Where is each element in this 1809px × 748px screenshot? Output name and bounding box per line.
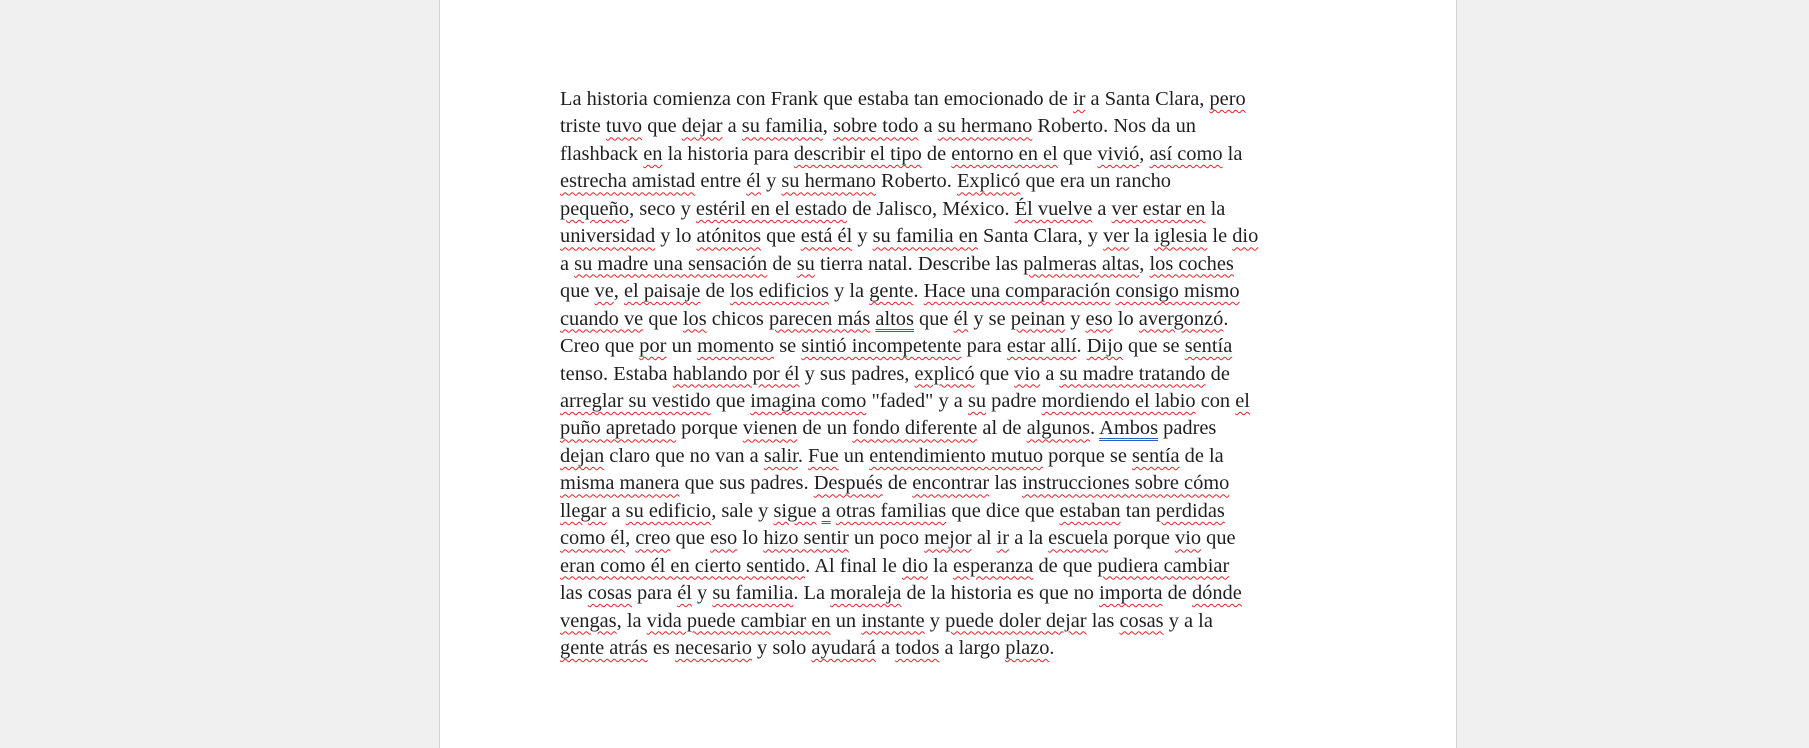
text-run: de que (1033, 554, 1098, 577)
text-run: que (710, 389, 751, 412)
text-run: de (700, 280, 730, 303)
text-run: y sus padres, (799, 362, 915, 385)
paragraph-line (560, 470, 1350, 497)
text-run: Santa Clara, y (977, 225, 1104, 248)
text-run: es (647, 637, 675, 660)
text-run: , (613, 280, 624, 303)
text-run: un poco (848, 527, 925, 550)
paragraph-line (560, 580, 1350, 607)
spelling-flagged-word: necesario (674, 637, 752, 660)
spelling-flagged-word: dio (1232, 225, 1259, 248)
spelling-flagged-word: instante (861, 609, 925, 632)
spelling-flagged-word: instrucciones sobre cómo (1022, 472, 1230, 495)
text-run: de (1205, 362, 1230, 385)
text-run: entre (695, 170, 747, 193)
paragraph-line (560, 608, 1350, 635)
text-run: a la (1009, 527, 1049, 550)
text-run: a (875, 637, 896, 660)
spelling-flagged-word: puede doler dejar (945, 609, 1087, 632)
spelling-flagged-word: palmeras altas (1023, 252, 1140, 275)
text-run: y (924, 609, 946, 632)
spelling-flagged-word: cosas (1119, 609, 1164, 632)
text-run: se (774, 335, 802, 358)
spelling-flagged-word: vengas (560, 609, 617, 632)
text-run: de (882, 472, 913, 495)
text-run: chicos (706, 307, 769, 330)
text-run: , la (616, 609, 647, 632)
spelling-flagged-word: llegar (560, 499, 607, 522)
text-run: a (1040, 362, 1060, 385)
spelling-flagged-word: avergonzó (1138, 307, 1224, 330)
spelling-flagged-word: otras familias (835, 499, 947, 522)
spelling-flagged-word: su familia en (872, 225, 978, 248)
spelling-flagged-word: hablando por él (672, 362, 800, 385)
text-run: y (691, 582, 713, 605)
spelling-flagged-word: sigue (773, 499, 817, 522)
spelling-flagged-word: vida puede cambiar en (646, 609, 831, 632)
spelling-flagged-word: eso (710, 527, 738, 550)
spelling-flagged-word: plazo (1005, 637, 1050, 660)
paragraph-line (560, 635, 1350, 662)
text-run: las (989, 472, 1023, 495)
text-run: le (1207, 225, 1233, 248)
spelling-flagged-word: dónde (1191, 582, 1242, 605)
paragraph-line (560, 223, 1350, 250)
spelling-flagged-word: hizo sentir (763, 527, 849, 550)
text-run: , (1139, 142, 1150, 165)
text-run: y (852, 225, 873, 248)
spelling-flagged-word: pero (1209, 88, 1246, 110)
text-run: y a la (1163, 609, 1213, 632)
paragraph-line (560, 278, 1350, 305)
spelling-flagged-word: cuando ve (560, 307, 644, 330)
spelling-flagged-word: su (796, 252, 815, 275)
text-run: , (822, 115, 833, 138)
grammar-flagged-word: a (821, 499, 831, 522)
text-run: flashback (560, 142, 644, 165)
spelling-flagged-word: pequeño (560, 197, 630, 220)
spelling-flagged-word: vio (1014, 362, 1041, 385)
spelling-flagged-word: cosas (587, 582, 632, 605)
document-page[interactable] (439, 0, 1457, 748)
spelling-flagged-word: vienen (742, 417, 798, 440)
text-run: y solo (751, 637, 812, 660)
spelling-flagged-word: atónitos (696, 225, 762, 248)
spelling-flagged-word: por (639, 335, 667, 358)
spelling-flagged-word: entendimiento mutuo (869, 444, 1044, 467)
paragraph-line (560, 196, 1350, 223)
text-run: . (797, 444, 809, 467)
paragraph-line (560, 168, 1350, 195)
grammar-flagged-word: altos (875, 307, 914, 330)
text-run: "faded" y a (866, 389, 968, 412)
spelling-flagged-word: Explicó (956, 170, 1021, 193)
text-run: que dice que (946, 499, 1060, 522)
text-run: porque se (1043, 444, 1132, 467)
text-run: tierra natal. Describe las (814, 252, 1024, 275)
spelling-flagged-word: él (746, 170, 761, 193)
spelling-flagged-word: peinan (1010, 307, 1066, 330)
spelling-flagged-word: parecen más (768, 307, 871, 330)
text-run: Roberto. Nos da un (1032, 115, 1197, 138)
spelling-flagged-word: universidad (560, 225, 656, 248)
text-run: lo (737, 527, 764, 550)
text-run: la (1222, 142, 1243, 165)
text-run: de un (797, 417, 853, 440)
spelling-flagged-word: sobre todo (832, 115, 919, 138)
text-run: que (974, 362, 1015, 385)
spelling-flagged-word: eso (1085, 307, 1113, 330)
text-run: . (913, 280, 924, 303)
paragraph-line (560, 141, 1350, 168)
text-run: un (666, 335, 698, 358)
spelling-flagged-word: sintió incompetente (801, 335, 962, 358)
spelling-flagged-word: su familia (712, 582, 794, 605)
text-run: porque (676, 417, 743, 440)
spelling-flagged-word: su madre tratando (1059, 362, 1206, 385)
text-run: , (1139, 252, 1150, 275)
text-run: triste (560, 115, 606, 138)
paragraph-line (560, 443, 1350, 470)
document-body[interactable] (560, 86, 1350, 663)
spelling-flagged-word: moraleja (830, 582, 902, 605)
spelling-flagged-word: misma manera (560, 472, 680, 495)
text-run: de la (1179, 444, 1224, 467)
text-run: que (761, 225, 801, 248)
spelling-flagged-word: iglesia (1154, 225, 1208, 248)
spelling-flagged-word: gente (869, 280, 914, 303)
spelling-flagged-word: arreglar su vestido (560, 389, 711, 412)
text-run: , (625, 527, 636, 550)
spelling-flagged-word: mordiendo el labio (1041, 389, 1196, 412)
spelling-flagged-word: consigo mismo (1115, 280, 1240, 303)
text-run: . (1223, 307, 1229, 330)
text-run: con (1195, 389, 1236, 412)
text-run: a largo (939, 637, 1006, 660)
spelling-flagged-word: salir (763, 444, 798, 467)
text-run: padres (1158, 417, 1217, 440)
text-run: . (1090, 417, 1100, 440)
spelling-flagged-word: perdidas (1155, 499, 1225, 522)
text-run: . (1049, 637, 1055, 660)
text-run: que sus padres. (679, 472, 814, 495)
spelling-flagged-word: esperanza (952, 554, 1034, 577)
text-run: . La (793, 582, 831, 605)
text-run: y la (829, 280, 870, 303)
spelling-flagged-word: así como (1149, 142, 1223, 165)
spelling-flagged-word: él (677, 582, 692, 605)
spelling-flagged-word: su edificio (625, 499, 712, 522)
spelling-flagged-word: ver estar en (1111, 197, 1206, 220)
paragraph-line (560, 333, 1350, 360)
text-run: la historia para (662, 142, 794, 165)
paragraph-line (560, 306, 1350, 333)
text-run: tenso. Estaba (560, 362, 673, 385)
spelling-flagged-word: estéril en el estado (695, 197, 848, 220)
spelling-flagged-word: escuela (1048, 527, 1109, 550)
spelling-flagged-word: su madre una sensación (574, 252, 768, 275)
paragraph-line (560, 525, 1350, 552)
spelling-flagged-word: su hermano (781, 170, 876, 193)
spelling-flagged-word: ir (996, 527, 1010, 550)
spelling-flagged-word: momento (697, 335, 775, 358)
text-run: de (1162, 582, 1192, 605)
spelling-flagged-word: entorno en el (951, 142, 1058, 165)
spelling-flagged-word: Dijo (1086, 335, 1123, 358)
spelling-flagged-word: los (682, 307, 707, 330)
text-run: a (606, 499, 626, 522)
text-run: que se (1122, 335, 1185, 358)
text-run: y (1065, 307, 1086, 330)
paragraph-line (560, 361, 1350, 388)
spelling-flagged-word: sentía (1131, 444, 1180, 467)
text-run: a (918, 115, 938, 138)
text-run: las (560, 582, 588, 605)
text-run: la (928, 554, 953, 577)
spelling-flagged-word: tuvo (605, 115, 643, 138)
spelling-flagged-word: el (1235, 389, 1250, 412)
text-run: a Santa Clara, (1085, 88, 1210, 110)
spelling-flagged-word: todos (895, 637, 940, 660)
spelling-flagged-word: dio (902, 554, 929, 577)
spelling-flagged-word: Después (813, 472, 883, 495)
spelling-flagged-word: describir el tipo (793, 142, 922, 165)
spelling-flagged-word: importa (1099, 582, 1163, 605)
spelling-flagged-word: encontrar (912, 472, 990, 495)
text-run: a (560, 252, 575, 275)
paragraph-line (560, 553, 1350, 580)
spelling-flagged-word: como él (560, 527, 626, 550)
text-run: de (921, 142, 952, 165)
spelling-flagged-word: ir (1072, 88, 1086, 110)
spelling-flagged-word: ve (594, 280, 614, 303)
text-run: Roberto. (875, 170, 957, 193)
text-run: . Al final le (805, 554, 902, 577)
text-run: a (1092, 197, 1112, 220)
text-run: La historia comienza con Frank que estaba tan emocionado de (560, 88, 1073, 110)
text-run: para (961, 335, 1007, 358)
spelling-flagged-word: mejor (924, 527, 972, 550)
text-run: . (1076, 335, 1087, 358)
spelling-flagged-word: está él (800, 225, 853, 248)
text-run: la (1205, 197, 1226, 220)
text-run: para (631, 582, 678, 605)
spelling-flagged-word: los coches (1149, 252, 1234, 275)
text-run: Creo que (560, 335, 640, 358)
spelling-flagged-word: dejan (560, 444, 605, 467)
spelling-flagged-word: en (643, 142, 663, 165)
text-run: padre (986, 389, 1042, 412)
grammar-flagged-word: Ambos (1099, 417, 1159, 440)
text-run: que (560, 280, 595, 303)
paragraph-line (560, 498, 1350, 525)
text-run: claro que no van a (604, 444, 764, 467)
spelling-flagged-word: estrecha amistad (560, 170, 696, 193)
text-run: porque (1108, 527, 1175, 550)
text-run: , sale y (711, 499, 774, 522)
text-run: y se (968, 307, 1011, 330)
spelling-flagged-word: creo (635, 527, 671, 550)
paragraph-line (560, 251, 1350, 278)
spelling-flagged-word: su familia (741, 115, 823, 138)
spelling-flagged-word: gente atrás (560, 637, 648, 660)
spelling-flagged-word: puño apretado (560, 417, 677, 440)
text-run: , seco y (629, 197, 696, 220)
text-run: que (643, 307, 683, 330)
spelling-flagged-word: estaban (1059, 499, 1121, 522)
text-run: que (913, 307, 954, 330)
text-run: que era un rancho (1020, 170, 1171, 193)
paragraph-line (560, 86, 1350, 113)
text-run: que (1057, 142, 1098, 165)
text-run: a (722, 115, 742, 138)
spelling-flagged-word: explicó (914, 362, 975, 385)
text-run: tan (1120, 499, 1156, 522)
text-run: al (971, 527, 997, 550)
spelling-flagged-word: sentía (1184, 335, 1233, 358)
text-run: de la historia es que no (901, 582, 1100, 605)
spelling-flagged-word: ver (1103, 225, 1130, 248)
spelling-flagged-word: el paisaje (624, 280, 701, 303)
spelling-flagged-word: eran como él en cierto sentido (560, 554, 806, 577)
spelling-flagged-word: pudiera cambiar (1097, 554, 1230, 577)
spelling-flagged-word: vivió (1097, 142, 1140, 165)
text-run: al de (977, 417, 1027, 440)
text-run: de Jalisco, México. (847, 197, 1015, 220)
paragraph-line (560, 113, 1350, 140)
text-run: la (1129, 225, 1155, 248)
text-run: y lo (655, 225, 697, 248)
spelling-flagged-word: fondo diferente (852, 417, 978, 440)
text-run: que (670, 527, 711, 550)
spelling-flagged-word: vio (1175, 527, 1202, 550)
spelling-flagged-word: su hermano (937, 115, 1033, 138)
spelling-flagged-word: Él vuelve (1014, 197, 1093, 220)
text-run: lo (1112, 307, 1139, 330)
spelling-flagged-word: los edificios (729, 280, 829, 303)
text-run: que (1201, 527, 1236, 550)
spelling-flagged-word: Fue (808, 444, 839, 467)
spelling-flagged-word: estar allí (1006, 335, 1077, 358)
text-run: de (767, 252, 797, 275)
text-run: y (760, 170, 782, 193)
paragraph-line (560, 388, 1350, 415)
text-run: un (830, 609, 862, 632)
paragraph-line (560, 415, 1350, 442)
spelling-flagged-word: dejar (681, 115, 723, 138)
spelling-flagged-word: ayudará (811, 637, 876, 660)
spelling-flagged-word: él (953, 307, 969, 330)
text-run: un (838, 444, 870, 467)
text-run: que (642, 115, 682, 138)
spelling-flagged-word: Hace una comparación (923, 280, 1111, 303)
spelling-flagged-word: imagina como (750, 389, 867, 412)
spelling-flagged-word: algunos (1026, 417, 1091, 440)
spelling-flagged-word: su (967, 389, 987, 412)
text-run: las (1086, 609, 1120, 632)
